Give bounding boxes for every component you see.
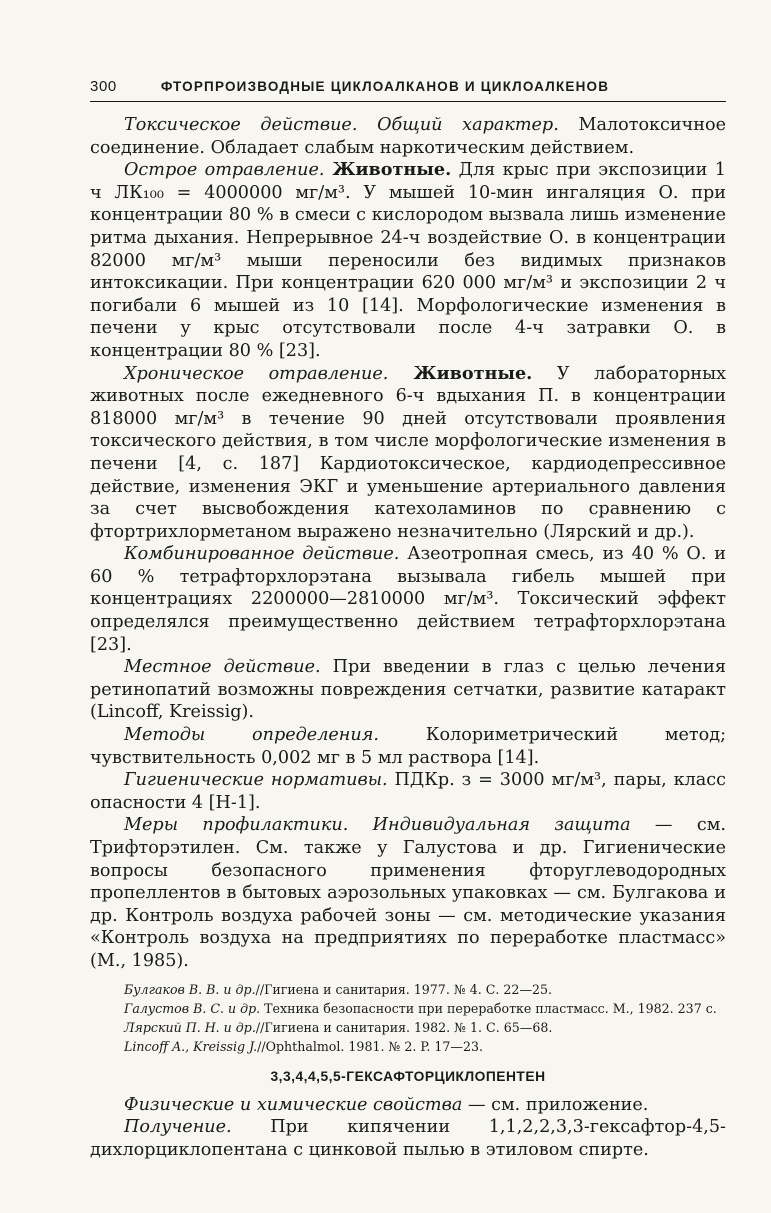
- paragraph-lead: Токсическое действие. Общий характер.: [124, 115, 559, 135]
- running-title: ФТОРПРОИЗВОДНЫЕ ЦИКЛОАЛКАНОВ И ЦИКЛОАЛКЕНОВ: [160, 79, 610, 94]
- paragraph-text: Малотоксичное соединение. Обладает слабым наркотическим действием.: [90, 115, 726, 158]
- paragraph-methods: [90, 724, 726, 769]
- paragraph-lead: Физические и химические свойства: [124, 1094, 463, 1115]
- document-page: [90, 78, 726, 1161]
- paragraph-lead: Гигиенические нормативы.: [124, 770, 388, 791]
- paragraph-local: [90, 656, 726, 724]
- paragraph-lead: Методы определения.: [124, 725, 379, 746]
- paragraph-text: ПДКр. з = 3000 мг/м³, пары, класс опасности 4 [Н-1].: [90, 770, 726, 813]
- paragraph-text: При введении в глаз с целью лечения ретинопатий возможны повреждения сетчатки, развитие катаракт (Lincoff, Kreissig).: [90, 657, 726, 723]
- paragraph-properties: [90, 1094, 726, 1117]
- reference-author: Булгаков В. В. и др.: [124, 981, 256, 997]
- reference-author: Lincoff A., Kreissig J.: [124, 1038, 258, 1054]
- reference-text: Техника безопасности при переработке пластмасс. М., 1982. 237 с.: [260, 1000, 717, 1016]
- paragraph-lead: Острое отравление.: [124, 160, 325, 181]
- section-text: [90, 1094, 726, 1162]
- reference-text: //Гигиена и санитария. 1982. № 1. С. 65—68.: [255, 1019, 553, 1035]
- section-heading: 3,3,4,4,5,5-ГЕКСАФТОРЦИКЛОПЕНТЕН: [270, 1068, 546, 1084]
- paragraph-lead: Комбинированное действие.: [124, 544, 400, 565]
- paragraph-lead: Получение.: [124, 1117, 232, 1138]
- paragraph-bold: Животные.: [388, 362, 533, 384]
- reference-author: Лярский П. Н. и др.: [124, 1019, 256, 1035]
- paragraph-text: При кипячении 1,1,2,2,3,3-гексафтор-4,5-дихлорциклопентана с цинковой пылью в этиловом спирте.: [90, 1117, 726, 1160]
- paragraph-text: Для крыс при экспозиции 1 ч ЛК₁₀₀ = 4000000 мг/м³. У мышей 10-мин ингаляция О. при концентрации 80 % в смеси с кислородом вызвала лишь изменение ритма дыхания. Непрерывное 24-ч воздействие О. в концентрации 82000 мг/м³ мыши переносили без видимых признаков интоксикации. При концентрации 620 000 мг/м³ и экспозиции 2 ч погибали 6 мышей из 10 [14]. Морфологические изменения в печени у крыс отсутствовали после 4-ч затравки О. в концентрации 80 % [23].: [90, 160, 726, 361]
- paragraph-text: У лабораторных животных после ежедневного 6-ч вдыхания П. в концентрации 818000 мг/м³ в течение 90 дней отсутствовали проявления токсического действия, в том числе морфологические изменения в печени [4, с. 187] Кардиотоксическое, кардиодепрессивное действие, изменения ЭКГ и уменьшение артериального давления за счет высвобождения катехоламинов по сравнению с фтортрихлорметаном выражено незначительно (Лярский и др.).: [90, 363, 726, 542]
- paragraph-text: — см. Трифторэтилен. См. также у Галустова и др. Гигиенические вопросы безопасного применения фторуглеводородных пропеллентов в бытовых аэрозольных упаковках — см. Булгакова и др. Контроль воздуха рабочей зоны — см. методические указания «Контроль воздуха на предприятиях по переработке пластмасс» (М., 1985).: [90, 815, 726, 971]
- page-number: 300: [90, 78, 117, 95]
- paragraph-combined: [90, 543, 726, 656]
- paragraph-text: — см. приложение.: [462, 1094, 649, 1115]
- paragraph-chronic: [90, 363, 726, 544]
- main-text: [90, 114, 726, 973]
- references-list: [90, 981, 726, 1055]
- reference-author: Галустов В. С. и др.: [124, 1000, 261, 1016]
- reference-item: [90, 1000, 726, 1017]
- reference-text: //Гигиена и санитария. 1977. № 4. С. 22—25.: [255, 981, 553, 997]
- paragraph-bold: Животные.: [324, 159, 452, 181]
- reference-text: //Ophthalmol. 1981. № 2. P. 17—23.: [257, 1038, 483, 1054]
- paragraph-lead: Меры профилактики. Индивидуальная защита: [124, 815, 631, 836]
- reference-item: [90, 981, 726, 998]
- running-header: [90, 78, 726, 102]
- paragraph-lead: Местное действие.: [124, 657, 321, 678]
- paragraph-lead: Хроническое отравление.: [124, 363, 389, 384]
- reference-item: [90, 1038, 726, 1055]
- paragraph-norms: [90, 769, 726, 814]
- paragraph-prevention: [90, 814, 726, 972]
- paragraph-acute: [90, 159, 726, 362]
- paragraph-text: Азеотропная смесь, из 40 % О. и 60 % тетрафторхлорэтана вызывала гибель мышей при концентрациях 2200000—2810000 мг/м³. Токсический эффект определялся преимущественно действием тетрафторхлорэтана [23].: [90, 544, 726, 655]
- paragraph-preparation: [90, 1116, 726, 1161]
- paragraph-text: Колориметрический метод; чувствительность 0,002 мг в 5 мл раствора [14].: [90, 725, 727, 768]
- reference-item: [90, 1019, 726, 1036]
- paragraph-toxic: [90, 114, 726, 159]
